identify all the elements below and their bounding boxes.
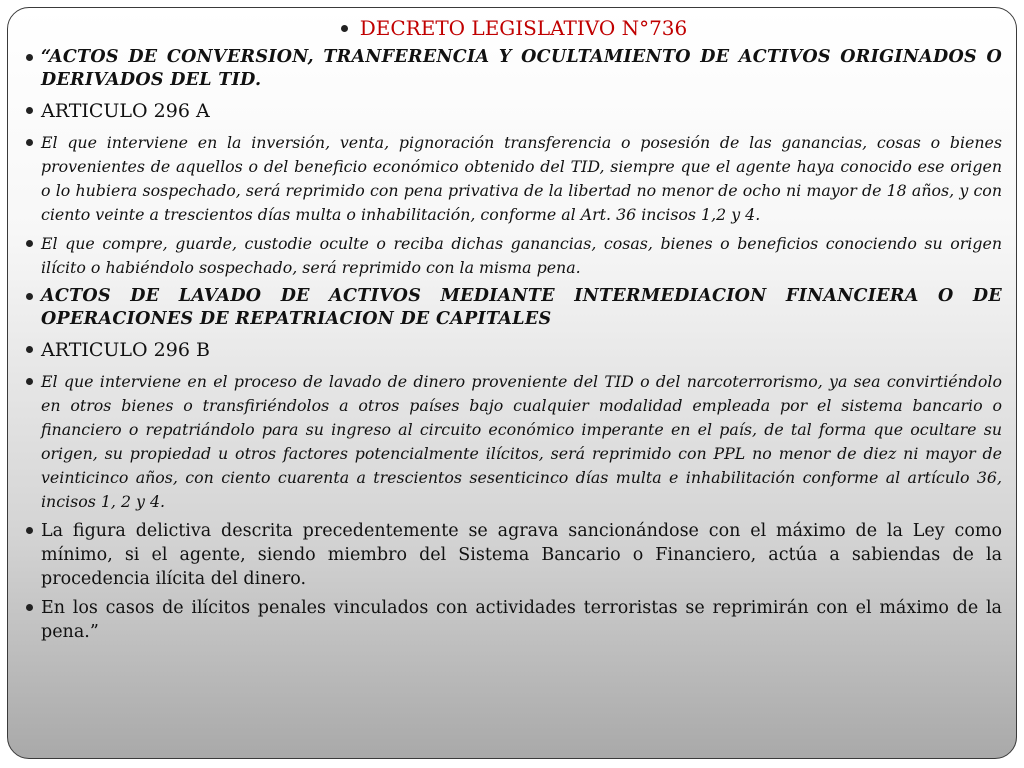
- paragraph-296b-1: [26, 370, 1002, 514]
- paragraph-296b-3-text: En los casos de ilícitos penales vinculados con actividades terroristas se reprimirán con el máximo de la pena.”: [41, 598, 1002, 642]
- bullet-icon: [26, 293, 33, 300]
- bullet-icon: [26, 604, 33, 611]
- bullet-icon: [341, 25, 348, 32]
- article-296a-heading: [26, 99, 1002, 123]
- bullet-icon: [26, 346, 33, 353]
- paragraph-296b-3: [26, 596, 1002, 644]
- slide-title: DECRETO LEGISLATIVO N°736: [359, 16, 688, 40]
- section-heading-1-text: “ACTOS DE CONVERSION, TRANFERENCIA Y OCULTAMIENTO DE ACTIVOS ORIGINADOS O DERIVADOS DEL TID.: [41, 47, 1002, 90]
- paragraph-296b-1-text: El que interviene en el proceso de lavado de dinero proveniente del TID o del narcoterrorismo, ya sea convirtiéndolo en otros bienes o transfiriéndolos a otros países bajo cualquier modalidad empleada por el sistema bancario o financiero o repatriándolo para su ingreso al circuito económico imperante en el país, de tal forma que ocultare su origen, su propiedad u otros factores potencialmente ilícitos, será reprimido con PPL no menor de diez ni mayor de veinticinco años, con ciento cuarenta a trescientos sesenticinco días multa e inhabilitación conforme al artículo 36, incisos 1, 2 y 4.: [41, 372, 1002, 511]
- section-heading-2-text: ACTOS DE LAVADO DE ACTIVOS MEDIANTE INTERMEDIACION FINANCIERA O DE OPERACIONES DE REPATRIACION DE CAPITALES: [41, 286, 1002, 329]
- paragraph-296a-2-text: El que compre, guarde, custodie oculte o reciba dichas ganancias, cosas, bienes o beneficios conociendo su origen ilícito o habiéndolo sospechado, será reprimido con la misma pena.: [41, 234, 1002, 277]
- paragraph-296a-1-text: El que interviene en la inversión, venta, pignoración transferencia o posesión de las ganancias, cosas o bienes provenientes de aquellos o del beneficio económico obtenido del TID, siempre que el agente haya conocido ese origen o lo hubiera sospechado, será reprimido con pena privativa de la libertad no menor de ocho ni mayor de 18 años, y con ciento veinte a trescientos días multa o inhabilitación, conforme al Art. 36 incisos 1,2 y 4.: [41, 133, 1002, 224]
- paragraph-296a-1: [26, 131, 1002, 227]
- bullet-icon: [26, 240, 33, 247]
- article-296b-heading: [26, 338, 1002, 362]
- bullet-icon: [26, 378, 33, 385]
- slide-title-row: [26, 16, 1002, 46]
- article-296b-text: ARTICULO 296 B: [41, 339, 210, 361]
- paragraph-296b-2: [26, 519, 1002, 591]
- section-heading-2: [26, 285, 1002, 331]
- article-296a-text: ARTICULO 296 A: [41, 100, 210, 122]
- bullet-icon: [26, 527, 33, 534]
- bullet-icon: [26, 107, 33, 114]
- bullet-icon: [26, 139, 33, 146]
- paragraph-296a-2: [26, 232, 1002, 280]
- section-heading-1: [26, 46, 1002, 92]
- slide-frame: [7, 7, 1017, 759]
- slide-content: [26, 16, 1002, 649]
- paragraph-296b-2-text: La figura delictiva descrita precedentemente se agrava sancionándose con el máximo de la Ley como mínimo, si el agente, siendo miembro del Sistema Bancario o Financiero, actúa a sabiendas de la procedencia ilícita del dinero.: [41, 521, 1002, 589]
- bullet-icon: [26, 54, 33, 61]
